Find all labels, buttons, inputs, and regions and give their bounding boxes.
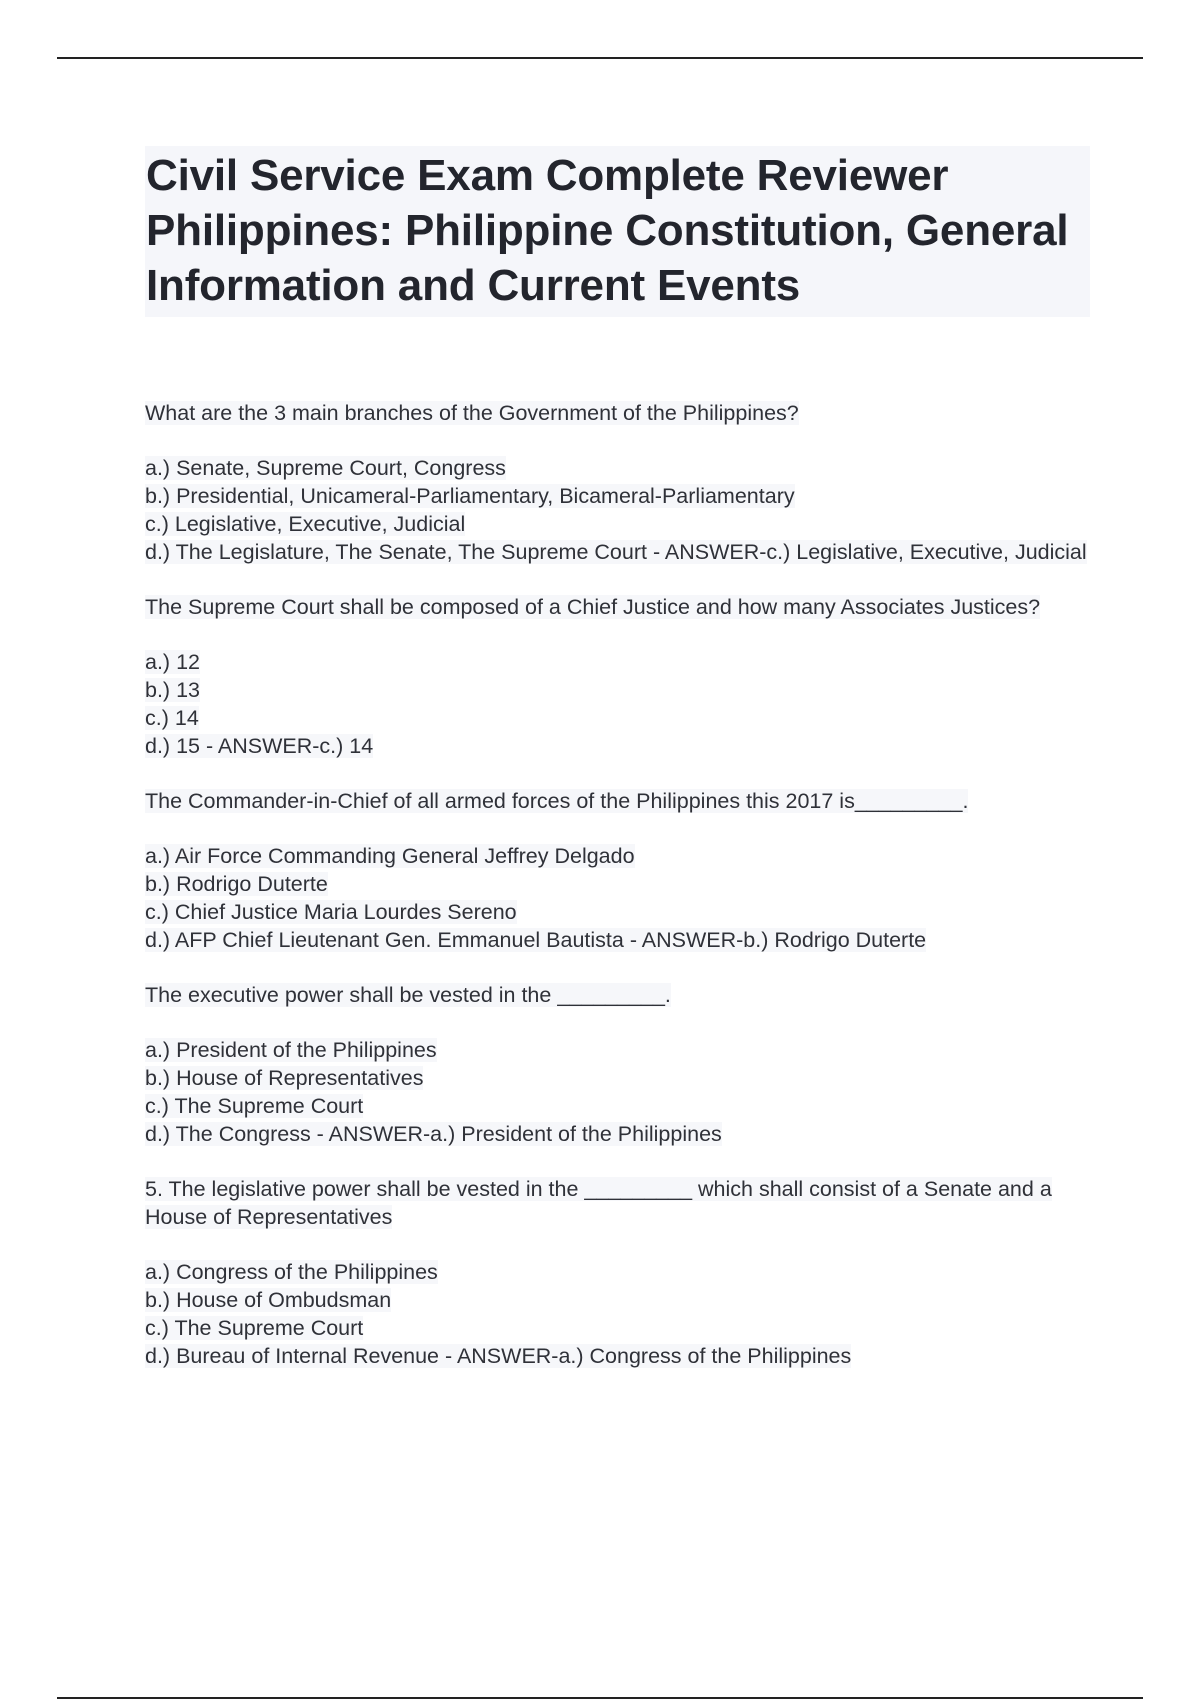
option-b (145, 676, 1090, 704)
question-text (145, 1175, 1090, 1231)
question-text (145, 787, 1090, 815)
option-a (145, 842, 1090, 870)
option-d-text: d.) The Congress - ANSWER-a.) President of the Philippines (145, 1122, 722, 1146)
option-c-text: c.) 14 (145, 706, 199, 730)
option-a-text: a.) 12 (145, 650, 200, 674)
question-block (145, 787, 1090, 954)
document-body (145, 146, 1090, 1397)
option-list (145, 842, 1090, 954)
question-block (145, 1175, 1090, 1370)
option-c (145, 704, 1090, 732)
option-d-with-answer (145, 926, 1090, 954)
option-list (145, 454, 1090, 566)
option-a-text: a.) Congress of the Philippines (145, 1260, 438, 1284)
option-a (145, 454, 1090, 482)
option-b-text: b.) House of Representatives (145, 1066, 424, 1090)
option-c (145, 1314, 1090, 1342)
option-d-text: d.) The Legislature, The Senate, The Supreme Court - ANSWER-c.) Legislative, Executive, Judicial (145, 540, 1087, 564)
option-list (145, 648, 1090, 760)
option-b (145, 1286, 1090, 1314)
option-b-text: b.) Rodrigo Duterte (145, 872, 328, 896)
option-d-text: d.) Bureau of Internal Revenue - ANSWER-a.) Congress of the Philippines (145, 1344, 852, 1368)
question-text (145, 981, 1090, 1009)
question-block (145, 399, 1090, 566)
option-d-text: d.) AFP Chief Lieutenant Gen. Emmanuel Bautista - ANSWER-b.) Rodrigo Duterte (145, 928, 927, 952)
option-b-text: b.) 13 (145, 678, 200, 702)
option-a (145, 648, 1090, 676)
option-a-text: a.) President of the Philippines (145, 1038, 437, 1062)
option-b-text: b.) Presidential, Unicameral-Parliamentary, Bicameral-Parliamentary (145, 484, 795, 508)
option-b (145, 870, 1090, 898)
option-d-text: d.) 15 - ANSWER-c.) 14 (145, 734, 374, 758)
option-a-text: a.) Air Force Commanding General Jeffrey Delgado (145, 844, 635, 868)
option-list (145, 1258, 1090, 1370)
question-block (145, 593, 1090, 760)
question-text-content: The executive power shall be vested in the _________. (145, 983, 671, 1007)
bottom-divider (57, 1697, 1143, 1699)
option-b-text: b.) House of Ombudsman (145, 1288, 392, 1312)
option-a-text: a.) Senate, Supreme Court, Congress (145, 456, 506, 480)
option-d-with-answer (145, 538, 1090, 566)
option-a (145, 1036, 1090, 1064)
option-d-with-answer (145, 732, 1090, 760)
question-text (145, 399, 1090, 427)
option-b (145, 1064, 1090, 1092)
question-text-content: 5. The legislative power shall be vested in the _________ which shall consist of a Senate and a House of Representatives (145, 1177, 1052, 1229)
option-c-text: c.) Chief Justice Maria Lourdes Sereno (145, 900, 517, 924)
question-list (145, 399, 1090, 1370)
option-d-with-answer (145, 1120, 1090, 1148)
option-c-text: c.) The Supreme Court (145, 1316, 364, 1340)
option-a (145, 1258, 1090, 1286)
question-block (145, 981, 1090, 1148)
question-text-content: What are the 3 main branches of the Government of the Philippines? (145, 401, 799, 425)
document-title: Civil Service Exam Complete Reviewer Philippines: Philippine Constitution, General Information and Current Events (145, 146, 1090, 317)
top-divider (57, 57, 1143, 59)
option-c-text: c.) The Supreme Court (145, 1094, 364, 1118)
option-c-text: c.) Legislative, Executive, Judicial (145, 512, 466, 536)
question-text-content: The Supreme Court shall be composed of a Chief Justice and how many Associates Justices? (145, 595, 1041, 619)
question-text (145, 593, 1090, 621)
option-c (145, 510, 1090, 538)
option-list (145, 1036, 1090, 1148)
question-text-content: The Commander-in-Chief of all armed forces of the Philippines this 2017 is_________. (145, 789, 969, 813)
option-b (145, 482, 1090, 510)
option-d-with-answer (145, 1342, 1090, 1370)
option-c (145, 1092, 1090, 1120)
option-c (145, 898, 1090, 926)
